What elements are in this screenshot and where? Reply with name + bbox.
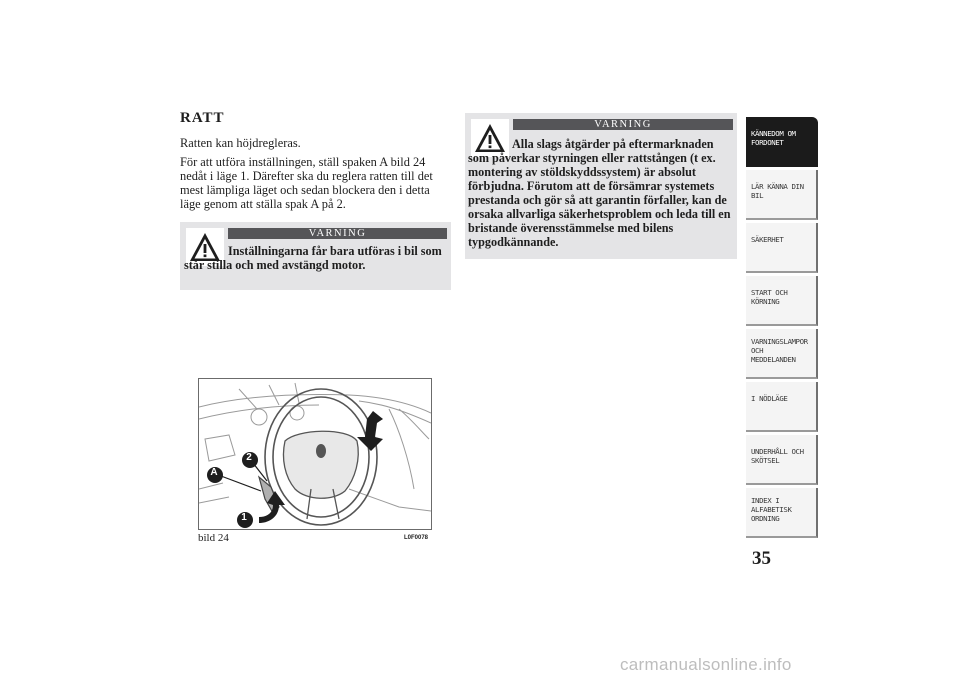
warning-text: Inställningarna får bara utföras i bil som står stilla och med avstängd motor. bbox=[184, 244, 442, 272]
tab-varningslampor[interactable]: VARNINGSLAMPOR OCH MEDDELANDEN bbox=[746, 329, 818, 379]
steering-wheel-figure bbox=[198, 378, 432, 530]
intro-paragraph: Ratten kan höjdregleras. bbox=[180, 136, 301, 150]
position-label-1: 1 bbox=[241, 512, 247, 523]
figure-caption: bild 24 bbox=[198, 532, 229, 544]
lever-label-a: A bbox=[210, 467, 218, 478]
warning-heading: VARNING bbox=[228, 228, 447, 239]
section-title: RATT bbox=[180, 110, 225, 126]
warning-heading: VARNING bbox=[513, 119, 733, 130]
position-label-2: 2 bbox=[246, 452, 252, 463]
tab-start-och-korning[interactable]: START OCH KÖRNING bbox=[746, 276, 818, 326]
figure-code: L0F0078 bbox=[404, 535, 429, 541]
warning-box-aftermarket bbox=[465, 113, 737, 259]
warning-box bbox=[180, 222, 451, 290]
tab-underhall-och-skotsel[interactable]: UNDERHÅLL OCH SKÖTSEL bbox=[746, 435, 818, 485]
tab-i-nodlage[interactable]: I NÖDLÄGE bbox=[746, 382, 818, 432]
tab-kannedom-om-fordonet[interactable]: KÄNNEDOM OM FORDONET bbox=[746, 117, 818, 167]
tab-lar-kanna-din-bil[interactable]: LÄR KÄNNA DIN BIL bbox=[746, 170, 818, 220]
tab-index[interactable]: INDEX I ALFABETISK ORDNING bbox=[746, 488, 818, 538]
instruction-paragraph: För att utföra inställningen, ställ spaken A bild 24 nedåt i läge 1. Därefter ska du reglera ratten till det mest lämpliga läget och sedan blockera den i detta läge genom att ställa spak A på 2. bbox=[180, 155, 433, 211]
page-number: 35 bbox=[752, 548, 771, 569]
watermark-text: carmanualsonline.info bbox=[620, 655, 792, 674]
tab-sakerhet[interactable]: SÄKERHET bbox=[746, 223, 818, 273]
warning-text: Alla slags åtgärder på eftermarknaden som påverkar styrningen eller rattstången (t ex. montering av stöldskyddssystem) är absolut förbjudna. Förutom att de försämrar systemets prestanda och gör så att garantin förfaller, kan de orsaka allvarliga säkerhetsproblem och leda till en bristande överensstämmelse med bilens typgodkännande. bbox=[468, 137, 731, 249]
section-body bbox=[180, 136, 452, 216]
